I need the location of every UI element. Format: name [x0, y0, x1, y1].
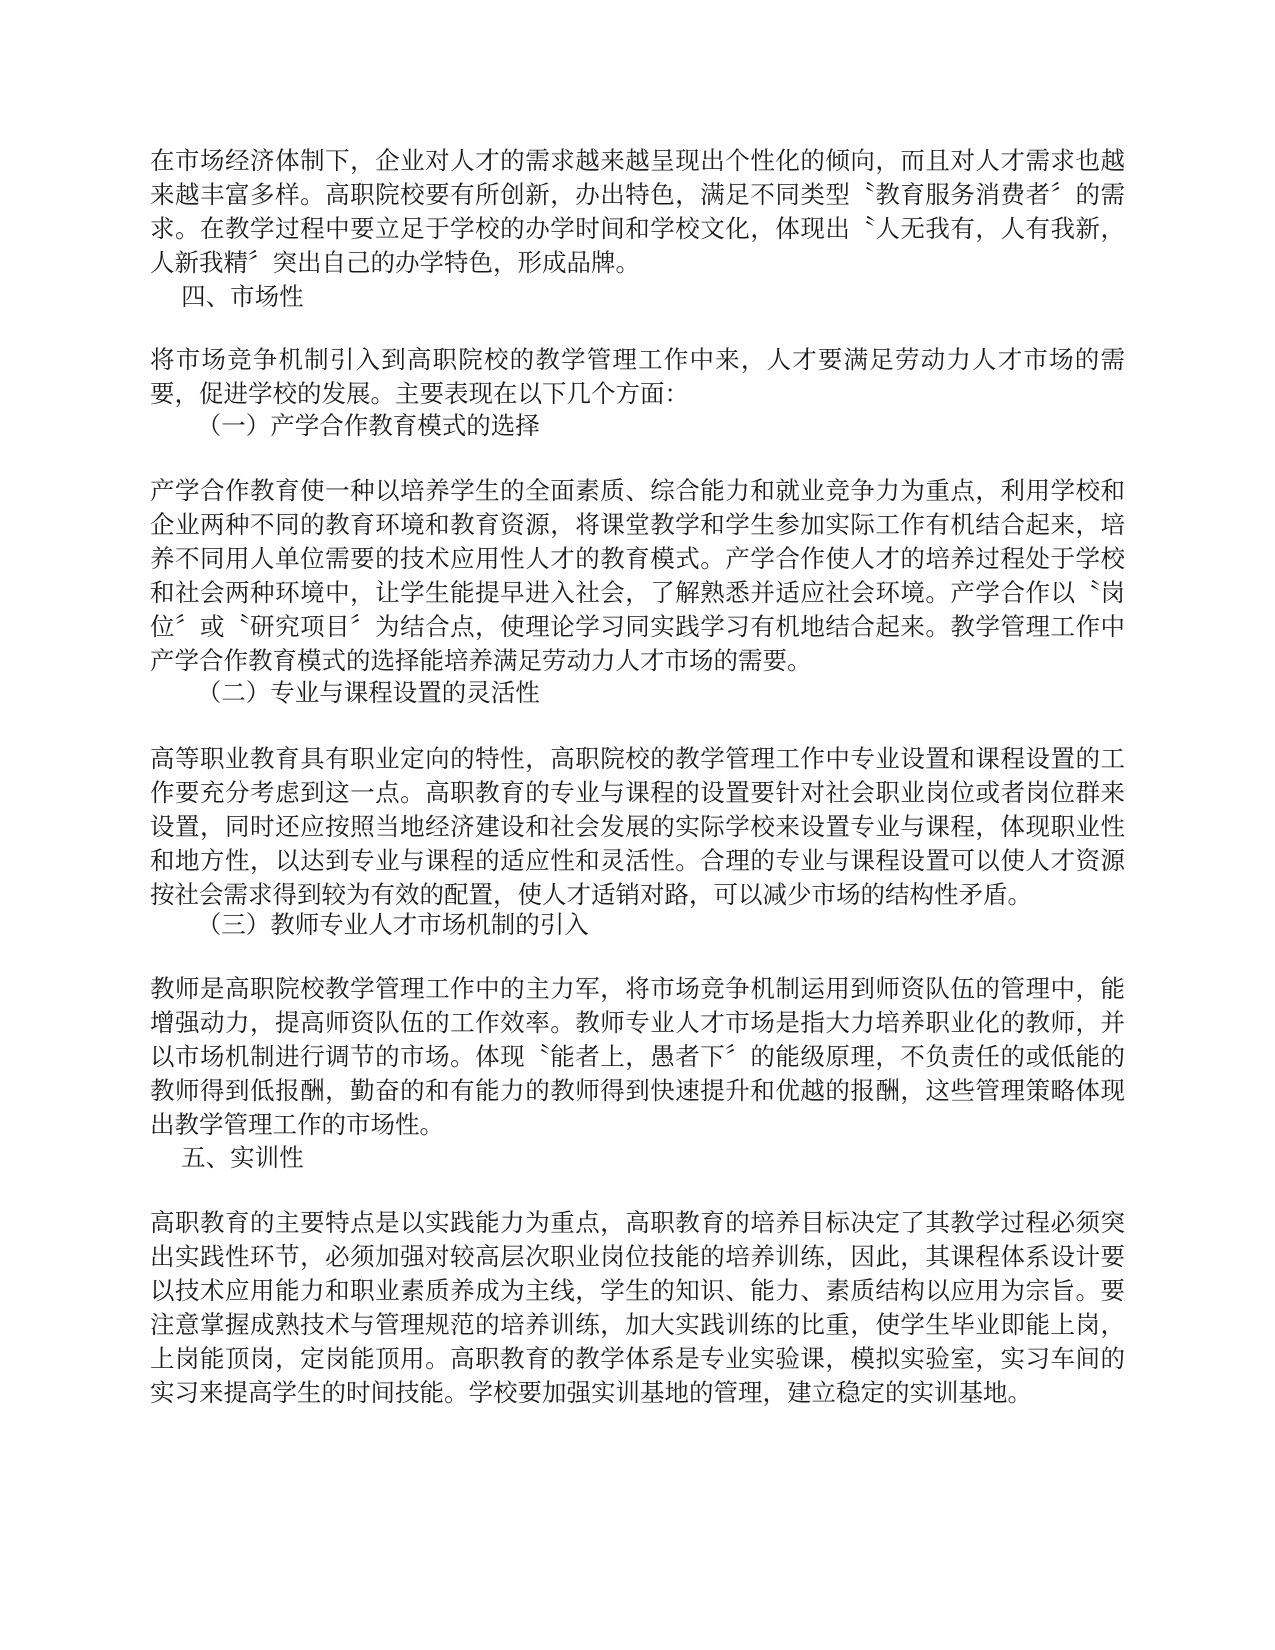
subheading-curriculum-flexibility: （二）专业与课程设置的灵活性	[150, 678, 540, 707]
paragraph-teacher-market: 教师是高职院校教学管理工作中的主力军，将市场竞争机制运用到师资队伍的管理中，能增强动力，提高师资队伍的工作效率。教师专业人才市场是指大力培养职业化的教师，并以市场机制进行调节的市场。体现〝能者上，愚者下〞的能级原理，不负责任的或低能的教师得到低报酬，勤奋的和有能力的教师得到快速提升和优越的报酬，这些管理策略体现出教学管理工作的市场性。	[150, 974, 1125, 1139]
section-heading-training: 五、实训性	[150, 1143, 304, 1172]
paragraph-industry-cooperation: 产学合作教育使一种以培养学生的全面素质、综合能力和就业竞争力为重点，利用学校和企业两种不同的教育环境和教育资源，将课堂教学和学生参加实际工作有机结合起来，培养不同用人单位需要的技术应用性人才的教育模式。产学合作使人才的培养过程处于学校和社会两种环境中，让学生能提早进入社会，了解熟悉并适应社会环境。产学合作以〝岗位〞或〝研究项目〞为结合点，使理论学习同实践学习有机地结合起来。教学管理工作中产学合作教育模式的选择能培养满足劳动力人才市场的需要。	[150, 476, 1125, 675]
section-heading-market: 四、市场性	[150, 282, 304, 311]
paragraph-market-intro: 将市场竞争机制引入到高职院校的教学管理工作中来，人才要满足劳动力人才市场的需要，促进学校的发展。主要表现在以下几个方面：	[150, 345, 1125, 408]
paragraph-practical-training: 高职教育的主要特点是以实践能力为重点，高职教育的培养目标决定了其教学过程必须突出实践性环节，必须加强对较高层次职业岗位技能的培养训练，因此，其课程体系设计要以技术应用能力和职业素质养成为主线，学生的知识、能力、素质结构以应用为宗旨。要注意掌握成熟技术与管理规范的培养训练，加大实践训练的比重，使学生毕业即能上岗，上岗能顶岗，定岗能顶用。高职教育的教学体系是专业实验课，模拟实验室，实习车间的实习来提高学生的时间技能。学校要加强实训基地的管理，建立稳定的实训基地。	[150, 1208, 1125, 1407]
paragraph-personalization: 在市场经济体制下，企业对人才的需求越来越呈现出个性化的倾向，而且对人才需求也越来越丰富多样。高职院校要有所创新，办出特色，满足不同类型〝教育服务消费者〞的需求。在教学过程中要立足于学校的办学时间和学校文化，体现出〝人无我有，人有我新，人新我精〞突出自己的办学特色，形成品牌。	[150, 146, 1125, 277]
paragraph-curriculum-flexibility: 高等职业教育具有职业定向的特性，高职院校的教学管理工作中专业设置和课程设置的工作要充分考虑到这一点。高职教育的专业与课程的设置要针对社会职业岗位或者岗位群来设置，同时还应按照当地经济建设和社会发展的实际学校来设置专业与课程，体现职业性和地方性，以达到专业与课程的适应性和灵活性。合理的专业与课程设置可以使人才资源按社会需求得到较为有效的配置，使人才适销对路，可以减少市场的结构性矛盾。	[150, 744, 1125, 909]
subheading-teacher-market: （三）教师专业人才市场机制的引入	[150, 910, 589, 939]
subheading-industry-cooperation: （一）产学合作教育模式的选择	[150, 411, 540, 440]
